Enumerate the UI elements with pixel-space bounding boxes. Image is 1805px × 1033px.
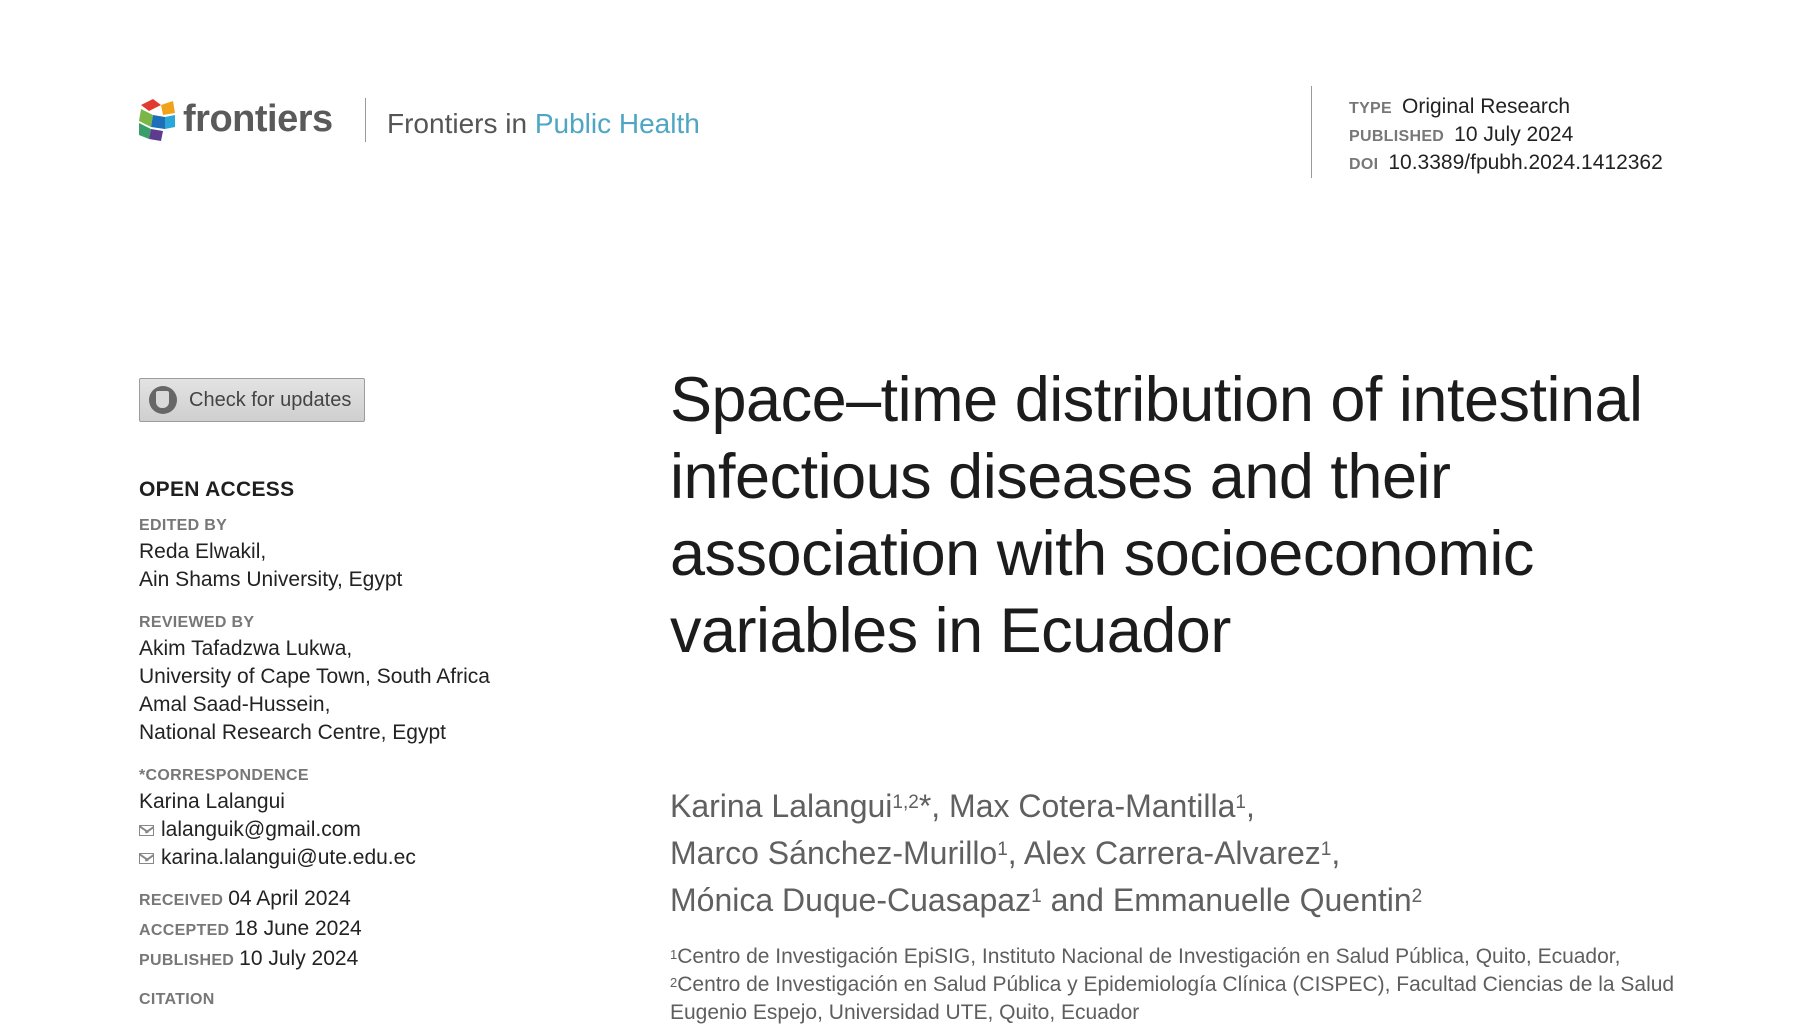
envelope-icon bbox=[139, 825, 154, 836]
date-key: PUBLISHED bbox=[139, 952, 235, 969]
frontiers-logo-icon bbox=[139, 97, 177, 141]
header-divider bbox=[365, 98, 366, 142]
meta-value: 10 July 2024 bbox=[1454, 123, 1574, 146]
editor-affiliation: Ain Shams University, Egypt bbox=[139, 568, 403, 591]
reviewer-affiliation: National Research Centre, Egypt bbox=[139, 721, 446, 744]
article-meta bbox=[1349, 93, 1663, 177]
author-name[interactable]: Marco Sánchez-Murillo bbox=[670, 835, 998, 871]
article-sidebar bbox=[139, 478, 579, 1012]
correspondence-label: *CORRESPONDENCE bbox=[139, 767, 309, 784]
check-for-updates-button[interactable] bbox=[139, 378, 365, 422]
date-published bbox=[139, 945, 579, 975]
editor-name: Reda Elwakil, bbox=[139, 540, 267, 563]
author-list bbox=[670, 783, 1720, 924]
author-affiliation-ref: 1 bbox=[997, 839, 1008, 860]
author-affiliation-ref: 1 bbox=[1320, 839, 1332, 860]
date-key: ACCEPTED bbox=[139, 922, 230, 939]
affiliation-item bbox=[670, 943, 1690, 971]
meta-doi bbox=[1349, 149, 1663, 177]
corresponding-mark: * bbox=[918, 788, 932, 824]
date-value: 10 July 2024 bbox=[239, 947, 359, 970]
email-link[interactable] bbox=[139, 816, 579, 844]
author-name[interactable]: Emmanuelle Quentin bbox=[1112, 882, 1412, 918]
author-affiliation-ref: 2 bbox=[1411, 886, 1423, 907]
meta-key: TYPE bbox=[1349, 100, 1392, 117]
correspondent-name: Karina Lalangui bbox=[139, 790, 285, 813]
check-for-updates-label: Check for updates bbox=[189, 388, 352, 411]
envelope-icon bbox=[139, 853, 154, 864]
affiliation-number: 1 bbox=[670, 947, 678, 962]
citation-label: CITATION bbox=[139, 991, 215, 1008]
crossmark-icon bbox=[149, 386, 177, 414]
meta-divider bbox=[1311, 86, 1312, 178]
journal-prefix: Frontiers in bbox=[387, 108, 528, 139]
date-received bbox=[139, 885, 579, 915]
author-affiliation-ref: 1 bbox=[1235, 792, 1246, 813]
affiliation-text: Centro de Investigación en Salud Pública y Epidemiología Clínica (CISPEC), Facultad Ciencias de la Salud Eugenio Espejo, Universidad UTE, Quito, Ecuador bbox=[670, 973, 1675, 1024]
affiliation-list bbox=[670, 943, 1690, 1027]
email-link[interactable] bbox=[139, 844, 579, 872]
author-separator: , bbox=[1331, 835, 1341, 871]
author-separator: , bbox=[931, 788, 950, 824]
open-access-label: OPEN ACCESS bbox=[139, 478, 295, 501]
author-affiliation-ref: 1,2 bbox=[892, 792, 919, 813]
author-name[interactable]: Alex Carrera-Alvarez bbox=[1023, 835, 1321, 871]
meta-published bbox=[1349, 121, 1663, 149]
date-value: 04 April 2024 bbox=[228, 887, 351, 910]
author-name[interactable]: Max Cotera-Mantilla bbox=[949, 788, 1236, 824]
meta-type bbox=[1349, 93, 1663, 121]
article-title: Space–time distribution of intestinal infectious diseases and their association with socioeconomic variables in Ecuador bbox=[670, 365, 1643, 666]
author-name[interactable]: Mónica Duque-Cuasapaz bbox=[670, 882, 1032, 918]
affiliation-text: Centro de Investigación EpiSIG, Instituto Nacional de Investigación en Salud Pública, Quito, Ecuador, bbox=[677, 945, 1621, 968]
meta-key: PUBLISHED bbox=[1349, 128, 1445, 145]
date-value: 18 June 2024 bbox=[234, 917, 362, 940]
journal-name: Public Health bbox=[534, 108, 700, 139]
author-separator: and bbox=[1041, 882, 1113, 918]
edited-by-label: EDITED BY bbox=[139, 517, 228, 534]
doi-link[interactable]: 10.3389/fpubh.2024.1412362 bbox=[1388, 151, 1663, 174]
email-address: karina.lalangui@ute.edu.ec bbox=[161, 846, 416, 869]
affiliation-number: 2 bbox=[670, 975, 678, 990]
date-accepted bbox=[139, 915, 579, 945]
meta-value: Original Research bbox=[1402, 95, 1571, 118]
author-name[interactable]: Karina Lalangui bbox=[670, 788, 893, 824]
meta-key: DOI bbox=[1349, 156, 1379, 173]
author-affiliation-ref: 1 bbox=[1031, 886, 1042, 907]
date-key: RECEIVED bbox=[139, 892, 224, 909]
frontiers-logo[interactable] bbox=[139, 97, 333, 141]
affiliation-item bbox=[670, 971, 1690, 1027]
journal-title[interactable] bbox=[387, 104, 700, 144]
author-separator: , bbox=[1007, 835, 1024, 871]
reviewer-name: Akim Tafadzwa Lukwa, bbox=[139, 637, 353, 660]
author-separator: , bbox=[1245, 788, 1255, 824]
reviewer-affiliation: University of Cape Town, South Africa bbox=[139, 665, 490, 688]
reviewer-name: Amal Saad-Hussein, bbox=[139, 693, 331, 716]
logo-wordmark: frontiers bbox=[183, 98, 333, 140]
reviewed-by-label: REVIEWED BY bbox=[139, 614, 255, 631]
email-address: lalanguik@gmail.com bbox=[161, 818, 361, 841]
